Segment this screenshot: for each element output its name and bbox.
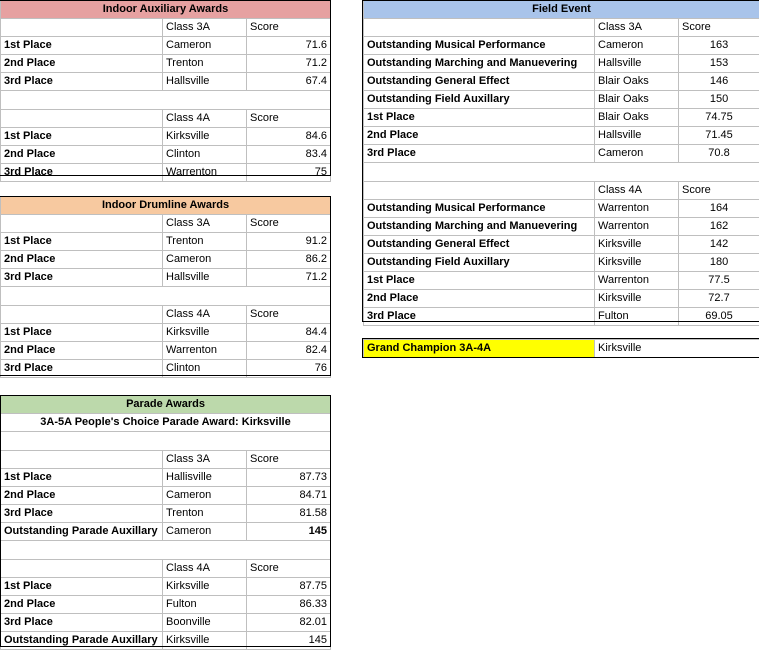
place-cell: 2nd Place: [1, 487, 163, 505]
score-cell: 70.8: [679, 145, 759, 163]
table-row: [1, 73, 331, 91]
table-row: [1, 360, 331, 378]
school-cell: Cameron: [163, 523, 247, 541]
grand-champion-table: [363, 339, 759, 358]
place-cell: 2nd Place: [1, 55, 163, 73]
school-cell: Warrenton: [163, 342, 247, 360]
class-label: Class 3A: [163, 451, 247, 469]
table-row: [364, 218, 759, 236]
school-cell: Cameron: [595, 145, 679, 163]
score-cell: 86.33: [247, 596, 331, 614]
school-cell: Kirksville: [595, 236, 679, 254]
school-cell: Kirksville: [163, 128, 247, 146]
place-cell: Outstanding General Effect: [364, 73, 595, 91]
school-cell: Cameron: [163, 251, 247, 269]
field-event-table: [363, 0, 759, 326]
place-cell: 1st Place: [364, 272, 595, 290]
table-row: [364, 73, 759, 91]
school-cell: Trenton: [163, 505, 247, 523]
class-label: Class 4A: [163, 306, 247, 324]
place-cell: 2nd Place: [1, 146, 163, 164]
place-cell: 3rd Place: [1, 73, 163, 91]
school-cell: Hallsville: [163, 269, 247, 287]
spacer-row: [1, 541, 331, 560]
parade-subtitle: 3A-5A People's Choice Parade Award: Kirksville: [1, 414, 331, 432]
score-cell: 84.4: [247, 324, 331, 342]
school-cell: Kirksville: [595, 290, 679, 308]
score-label: Score: [247, 560, 331, 578]
school-cell: Warrenton: [595, 200, 679, 218]
score-label: Score: [247, 110, 331, 128]
score-cell: 81.58: [247, 505, 331, 523]
school-cell: Warrenton: [595, 272, 679, 290]
school-cell: Hallsville: [163, 73, 247, 91]
indoor-drumline-table: [0, 196, 331, 378]
table-row: [364, 200, 759, 218]
score-cell: 72.7: [679, 290, 759, 308]
table-row: [1, 251, 331, 269]
table-row: [1, 342, 331, 360]
score-cell: 69.05: [679, 308, 759, 326]
score-cell: 164: [679, 200, 759, 218]
spacer-row: [1, 91, 331, 110]
place-cell: 2nd Place: [1, 342, 163, 360]
place-cell: 2nd Place: [364, 127, 595, 145]
school-cell: Hallisville: [163, 469, 247, 487]
table-row: [364, 109, 759, 127]
school-cell: Trenton: [163, 55, 247, 73]
school-cell: Fulton: [163, 596, 247, 614]
school-cell: Cameron: [163, 37, 247, 55]
table-row: [364, 91, 759, 109]
table-row: [1, 596, 331, 614]
school-cell: Kirksville: [163, 324, 247, 342]
place-cell: Outstanding Marching and Manuevering: [364, 218, 595, 236]
score-cell: 180: [679, 254, 759, 272]
place-cell: 2nd Place: [1, 596, 163, 614]
place-cell: Outstanding Marching and Manuevering: [364, 55, 595, 73]
place-cell: 1st Place: [1, 469, 163, 487]
field-event-title: Field Event: [364, 1, 759, 19]
place-cell: Outstanding General Effect: [364, 236, 595, 254]
place-cell: 3rd Place: [364, 308, 595, 326]
grand-champion-school: Kirksville: [595, 340, 759, 358]
table-row: [364, 308, 759, 326]
place-cell: Outstanding Parade Auxillary: [1, 632, 163, 650]
class-label: Class 3A: [595, 19, 679, 37]
place-cell: 3rd Place: [1, 505, 163, 523]
score-label: Score: [247, 451, 331, 469]
school-cell: Fulton: [595, 308, 679, 326]
score-cell: 91.2: [247, 233, 331, 251]
school-cell: Cameron: [595, 37, 679, 55]
indoor-drumline-title: Indoor Drumline Awards: [1, 197, 331, 215]
place-cell: 3rd Place: [364, 145, 595, 163]
place-cell: 1st Place: [1, 324, 163, 342]
score-cell: 163: [679, 37, 759, 55]
score-cell: 142: [679, 236, 759, 254]
score-cell: 77.5: [679, 272, 759, 290]
place-cell: 1st Place: [1, 128, 163, 146]
school-cell: Blair Oaks: [595, 91, 679, 109]
table-row: [1, 487, 331, 505]
place-cell: Outstanding Field Auxillary: [364, 254, 595, 272]
place-cell: 3rd Place: [1, 164, 163, 182]
score-cell: 86.2: [247, 251, 331, 269]
parade-table: [0, 395, 331, 650]
grand-champion-row: [364, 340, 759, 358]
score-cell: 162: [679, 218, 759, 236]
class-label: Class 4A: [163, 560, 247, 578]
score-cell: 71.45: [679, 127, 759, 145]
school-cell: Kirksville: [163, 632, 247, 650]
class-label: Class 4A: [595, 182, 679, 200]
table-row: [1, 469, 331, 487]
table-row: [364, 272, 759, 290]
school-cell: Clinton: [163, 360, 247, 378]
score-cell: 71.6: [247, 37, 331, 55]
school-cell: Boonville: [163, 614, 247, 632]
school-cell: Warrenton: [163, 164, 247, 182]
score-label: Score: [247, 306, 331, 324]
spacer-row: [1, 432, 331, 451]
score-cell: 71.2: [247, 55, 331, 73]
table-row: [364, 290, 759, 308]
school-cell: Kirksville: [163, 578, 247, 596]
score-cell: 75: [247, 164, 331, 182]
place-cell: 1st Place: [364, 109, 595, 127]
school-cell: Hallsville: [595, 55, 679, 73]
score-cell: 84.71: [247, 487, 331, 505]
score-cell: 87.75: [247, 578, 331, 596]
table-row: [1, 614, 331, 632]
spacer-row: [1, 287, 331, 306]
score-cell: 153: [679, 55, 759, 73]
score-cell: 82.4: [247, 342, 331, 360]
table-row: [1, 523, 331, 541]
score-label: Score: [679, 19, 759, 37]
spacer-row: [364, 163, 759, 182]
indoor-auxiliary-title: Indoor Auxiliary Awards: [1, 1, 331, 19]
school-cell: Warrenton: [595, 218, 679, 236]
table-row: [1, 37, 331, 55]
grand-champion-label: Grand Champion 3A-4A: [364, 340, 595, 358]
table-row: [1, 164, 331, 182]
place-cell: 1st Place: [1, 37, 163, 55]
score-cell: 74.75: [679, 109, 759, 127]
place-cell: Outstanding Musical Performance: [364, 200, 595, 218]
score-cell: 146: [679, 73, 759, 91]
table-row: [364, 236, 759, 254]
table-row: [364, 145, 759, 163]
score-cell: 71.2: [247, 269, 331, 287]
table-row: [364, 127, 759, 145]
indoor-auxiliary-table: [0, 0, 331, 182]
table-row: [1, 578, 331, 596]
school-cell: Kirksville: [595, 254, 679, 272]
place-cell: 2nd Place: [364, 290, 595, 308]
class-label: Class 4A: [163, 110, 247, 128]
score-cell: 150: [679, 91, 759, 109]
table-row: [364, 37, 759, 55]
parade-title: Parade Awards: [1, 396, 331, 414]
table-row: [1, 505, 331, 523]
place-cell: Outstanding Field Auxillary: [364, 91, 595, 109]
school-cell: Blair Oaks: [595, 109, 679, 127]
score-cell: 67.4: [247, 73, 331, 91]
place-cell: Outstanding Parade Auxillary: [1, 523, 163, 541]
score-label: Score: [247, 215, 331, 233]
place-cell: 1st Place: [1, 233, 163, 251]
score-label: Score: [247, 19, 331, 37]
score-cell: 83.4: [247, 146, 331, 164]
table-row: [1, 269, 331, 287]
score-cell: 145: [247, 523, 331, 541]
place-cell: 3rd Place: [1, 269, 163, 287]
table-row: [1, 55, 331, 73]
table-row: [364, 254, 759, 272]
place-cell: 2nd Place: [1, 251, 163, 269]
place-cell: 3rd Place: [1, 614, 163, 632]
school-cell: Clinton: [163, 146, 247, 164]
table-row: [1, 632, 331, 650]
class-label: Class 3A: [163, 19, 247, 37]
place-cell: Outstanding Musical Performance: [364, 37, 595, 55]
place-cell: 3rd Place: [1, 360, 163, 378]
score-cell: 76: [247, 360, 331, 378]
school-cell: Trenton: [163, 233, 247, 251]
score-cell: 87.73: [247, 469, 331, 487]
place-cell: 1st Place: [1, 578, 163, 596]
table-row: [1, 128, 331, 146]
score-cell: 84.6: [247, 128, 331, 146]
school-cell: Hallsville: [595, 127, 679, 145]
school-cell: Blair Oaks: [595, 73, 679, 91]
score-cell: 82.01: [247, 614, 331, 632]
class-label: Class 3A: [163, 215, 247, 233]
table-row: [364, 55, 759, 73]
table-row: [1, 233, 331, 251]
score-cell: 145: [247, 632, 331, 650]
score-label: Score: [679, 182, 759, 200]
school-cell: Cameron: [163, 487, 247, 505]
table-row: [1, 324, 331, 342]
table-row: [1, 146, 331, 164]
